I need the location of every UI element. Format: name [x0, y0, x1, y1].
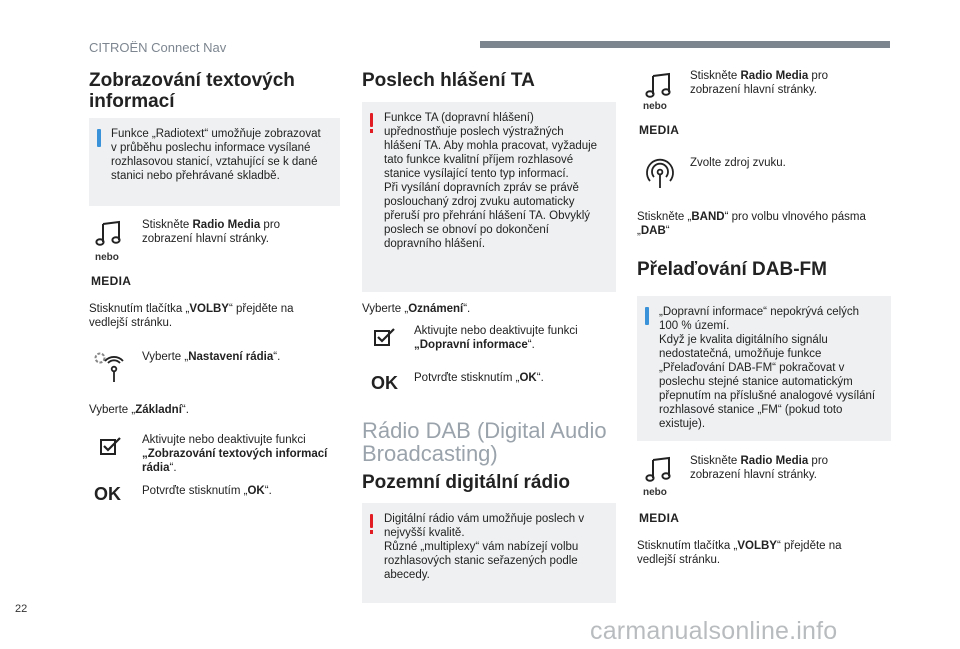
nebo-label: nebo: [643, 101, 667, 112]
warning-note-digital: Digitální rádio vám umožňuje poslech v nejvyšší kvalitě. Různé „multiplexy“ vám nabízejí volbu rozhlasových stanic seřazených podle abecedy.: [362, 503, 616, 603]
warning-note-ta: Funkce TA (dopravní hlášení) upřednostňuje poslech výstražných hlášení TA. Aby mohla pracovat, vyžaduje tato funkce kvalitní příjem rozhlasové stanice vysílající tento typ informací. Při vysílání dopravních zpráv se právě poslouchaný zdroj zvuku automaticky přeruší pro přehrání hlášení TA. Obvyklý poslech se obnoví po dokončení dopravního hlášení.: [362, 102, 616, 292]
step-select-basic: Vyberte „Základní“.: [89, 404, 189, 416]
checkbox-icon: [100, 436, 122, 456]
radio-source-icon: [643, 156, 677, 190]
step-toggle-text-info: Aktivujte nebo deaktivujte funkci „Zobrazování textových informací rádia“.: [142, 434, 328, 474]
checkbox-icon: [374, 327, 396, 347]
info-note-radiotext: Funkce „Radiotext“ umožňuje zobrazovat v průběhu poslechu informace vysílané rozhlasovou stanicí, vztahující se k dané stanici nebo přehrávané skladbě.: [89, 118, 340, 206]
info-marker-icon: [97, 129, 101, 147]
step-radio-media-2: Stiskněte Radio Media pro zobrazení hlavní stránky.: [690, 70, 829, 96]
watermark: carmanualsonline.info: [590, 617, 838, 645]
section-title-dab: Rádio DAB (Digital Audio Broadcasting): [362, 418, 607, 466]
music-note-icon: [645, 72, 673, 100]
media-button-label: MEDIA: [639, 511, 680, 525]
section-title-text-info: Zobrazování textových informací: [89, 70, 295, 112]
step-band: Stiskněte „BAND“ pro volbu vlnového pásma „DAB“: [637, 211, 866, 237]
step-volby: Stisknutím tlačítka „VOLBY“ přejděte na vedlejší stránku.: [89, 303, 294, 329]
step-select-settings: Vyberte „Nastavení rádia“.: [142, 351, 281, 363]
media-button-label: MEDIA: [639, 123, 680, 137]
ok-icon: OK: [94, 484, 121, 504]
step-toggle-traffic: Aktivujte nebo deaktivujte funkci „Dopravní informace“.: [414, 325, 578, 351]
info-marker-icon: [645, 307, 649, 325]
nebo-label: nebo: [95, 252, 119, 263]
warning-marker-icon: [370, 514, 373, 528]
section-title-dab-fm: Přelaďování DAB-FM: [637, 259, 827, 280]
step-confirm-ok-ta: Potvrďte stisknutím „OK“.: [414, 372, 544, 384]
radio-settings-icon: [92, 350, 128, 384]
step-confirm-ok: Potvrďte stisknutím „OK“.: [142, 485, 272, 497]
step-radio-media-3: Stiskněte Radio Media pro zobrazení hlavní stránky.: [690, 455, 829, 481]
header-divider: [480, 41, 890, 48]
info-note-dab-fm: „Dopravní informace“ nepokrývá celých 100 % území. Když je kvalita digitálního signálu nedostatečná, umožňuje funkce „Přelaďování DAB-FM“ pokračovat v poslechu stejné stanice automatickým přepnutím na příslušné analogové vysílání rozhlasové stanice „FM“ (pokud toto existuje).: [637, 296, 891, 441]
music-note-icon: [95, 220, 123, 248]
page-number: 22: [15, 603, 28, 615]
nebo-label: nebo: [643, 487, 667, 498]
warning-marker-icon: [370, 113, 373, 127]
section-title-ta: Poslech hlášení TA: [362, 70, 535, 91]
step-select-source: Zvolte zdroj zvuku.: [690, 157, 786, 169]
media-button-label: MEDIA: [91, 274, 132, 288]
section-title-terrestrial: Pozemní digitální rádio: [362, 472, 570, 493]
step-radio-media: Stiskněte Radio Media pro zobrazení hlavní stránky.: [142, 219, 281, 245]
header-title: CITROËN Connect Nav: [89, 40, 227, 55]
step-select-announcements: Vyberte „Oznámení“.: [362, 303, 471, 315]
music-note-icon: [645, 456, 673, 484]
ok-icon: OK: [371, 373, 398, 393]
step-volby-2: Stisknutím tlačítka „VOLBY“ přejděte na vedlejší stránku.: [637, 540, 842, 566]
